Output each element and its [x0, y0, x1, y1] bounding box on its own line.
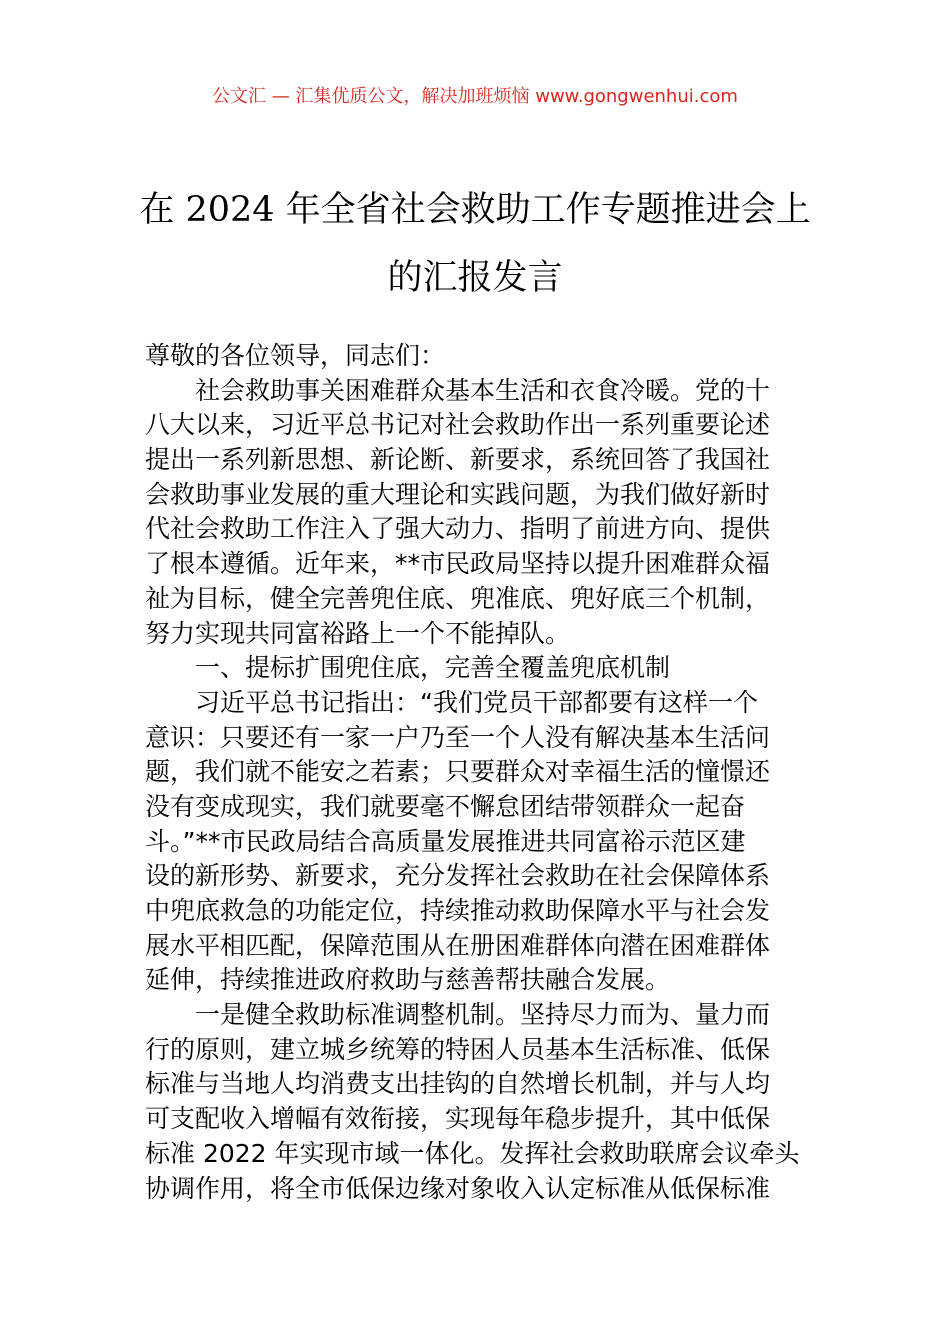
text-line: 八大以来，习近平总书记对社会救助作出一系列重要论述	[145, 410, 771, 440]
text-line: 努力实现共同富裕路上一个不能掉队。	[145, 618, 571, 648]
text-line: 习近平总书记指出：“我们党员干部都要有这样一个	[195, 687, 758, 717]
paragraph	[145, 686, 815, 998]
text-line: 提出一系列新思想、新论断、新要求，系统回答了我国社	[145, 445, 771, 475]
text-line: 设的新形势、新要求，充分发挥社会救助在社会保障体系	[145, 861, 771, 891]
text-line: 代社会救助工作注入了强大动力、指明了前进方向、提供	[145, 514, 771, 544]
section-heading	[145, 651, 815, 686]
text-line: 行的原则，建立城乡统筹的特困人员基本生活标准、低保	[145, 1034, 771, 1064]
document-body	[145, 339, 815, 1206]
text-line: 会救助事业发展的重大理论和实践问题，为我们做好新时	[145, 479, 771, 509]
document-title	[0, 176, 950, 312]
title-line: 在 2024 年全省社会救助工作专题推进会上	[139, 190, 811, 230]
paragraph	[145, 374, 815, 652]
text-line: 斗。”**市民政局结合高质量发展推进共同富裕示范区建	[145, 826, 746, 856]
text-line: 标准与当地人均消费支出挂钩的自然增长机制，并与人均	[145, 1069, 771, 1099]
text-line: 祉为目标，健全完善兜住底、兜准底、兜好底三个机制，	[145, 583, 771, 613]
text-line: 一是健全救助标准调整机制。坚持尽力而为、量力而	[195, 1000, 771, 1030]
text-line: 没有变成现实，我们就要毫不懈怠团结带领群众一起奋	[145, 791, 746, 821]
text-line: 了根本遵循。近年来，**市民政局坚持以提升困难群众福	[145, 549, 771, 579]
text-line: 展水平相匹配，保障范围从在册困难群体向潜在困难群体	[145, 930, 771, 960]
text-line: 一、提标扩围兜住底，完善全覆盖兜底机制	[195, 653, 671, 683]
text-line: 延伸，持续推进政府救助与慈善帮扶融合发展。	[145, 965, 671, 995]
text-line: 可支配收入增幅有效衔接，实现每年稳步提升，其中低保	[145, 1104, 771, 1134]
title-line: 的汇报发言	[387, 258, 563, 298]
greeting: 尊敬的各位领导，同志们：	[145, 341, 446, 370]
paragraph	[145, 998, 815, 1206]
text-line: 题，我们就不能安之若素；只要群众对幸福生活的憧憬还	[145, 757, 771, 787]
watermark-header: 公文汇 — 汇集优质公文，解决加班烦恼 www.gongwenhui.com	[212, 86, 738, 107]
text-line: 意识：只要还有一家一户乃至一个人没有解决基本生活问	[145, 722, 771, 752]
text-line: 中兜底救急的功能定位，持续推动救助保障水平与社会发	[145, 896, 771, 925]
text-line: 社会救助事关困难群众基本生活和衣食冷暖。党的十	[195, 375, 771, 405]
text-line: 标准 2022 年实现市域一体化。发挥社会救助联席会议牵头	[145, 1138, 800, 1168]
text-line: 协调作用，将全市低保边缘对象收入认定标准从低保标准	[145, 1173, 771, 1203]
